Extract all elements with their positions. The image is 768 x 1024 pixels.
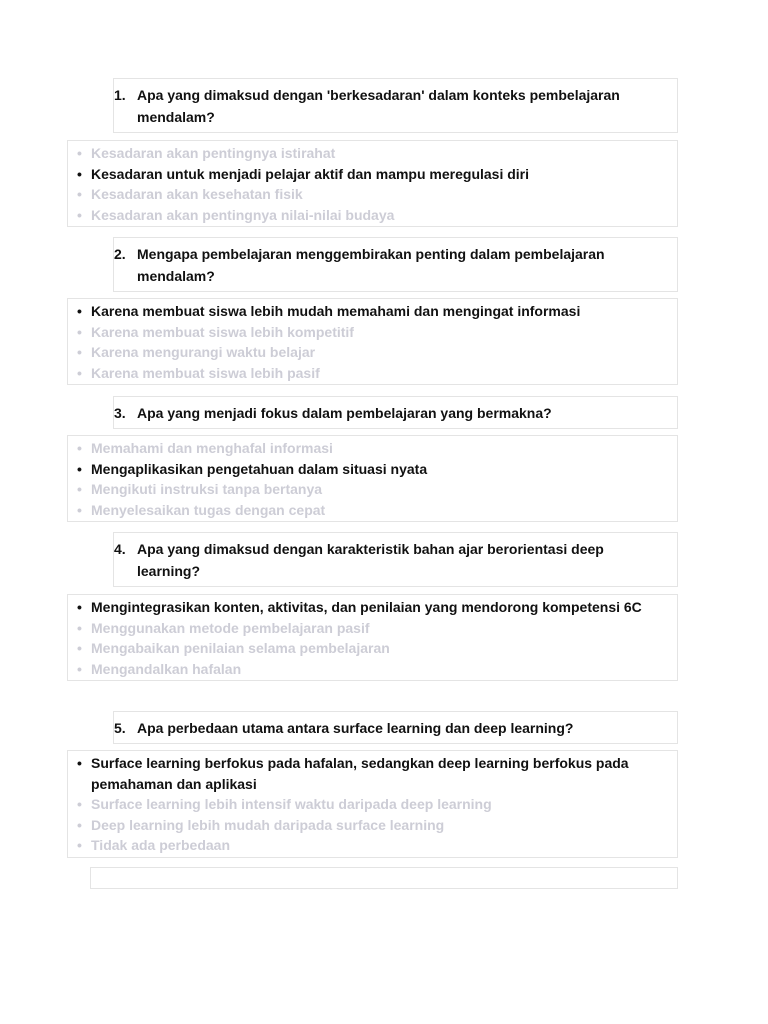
bullet-icon: •	[77, 501, 82, 518]
option-list-5	[67, 750, 678, 858]
question-number: 4.	[114, 541, 126, 557]
option-c[interactable]: • Mengabaikan penilaian selama pembelajaran	[68, 638, 671, 659]
bullet-icon: •	[77, 165, 82, 182]
option-d[interactable]: • Menyelesaikan tugas dengan cepat	[68, 500, 671, 521]
option-b[interactable]: • Mengaplikasikan pengetahuan dalam situasi nyata	[68, 459, 671, 480]
question-text: Mengapa pembelajaran menggembirakan penting dalam pembelajaran mendalam?	[137, 246, 605, 284]
question-text: Apa yang dimaksud dengan 'berkesadaran' dalam konteks pembelajaran mendalam?	[137, 87, 620, 125]
option-a[interactable]: • Surface learning berfokus pada hafalan, sedangkan deep learning berfokus pada pemahaman dan aplikasi	[68, 753, 671, 794]
bullet-icon: •	[77, 206, 82, 223]
empty-answer-box	[90, 867, 678, 889]
bullet-icon: •	[77, 344, 82, 360]
question-5	[113, 711, 678, 744]
bullet-icon: •	[77, 460, 82, 477]
option-a[interactable]: • Mengintegrasikan konten, aktivitas, dan penilaian yang mendorong kompetensi 6C	[68, 597, 671, 618]
option-c[interactable]: • Mengikuti instruksi tanpa bertanya	[68, 479, 671, 500]
option-b[interactable]: • Menggunakan metode pembelajaran pasif	[68, 618, 671, 639]
bullet-icon: •	[77, 481, 82, 497]
option-a[interactable]: • Memahami dan menghafal informasi	[68, 438, 671, 459]
question-number: 3.	[114, 405, 126, 421]
question-1	[113, 78, 678, 133]
option-d[interactable]: • Karena membuat siswa lebih pasif	[68, 363, 671, 384]
option-d[interactable]: • Mengandalkan hafalan	[68, 659, 671, 680]
bullet-icon: •	[77, 186, 82, 202]
question-text: Apa yang menjadi fokus dalam pembelajaran yang bermakna?	[137, 405, 552, 421]
bullet-icon: •	[77, 303, 82, 319]
bullet-icon: •	[77, 599, 82, 615]
option-c[interactable]: • Kesadaran akan kesehatan fisik	[68, 184, 671, 205]
question-3	[113, 396, 678, 429]
option-c[interactable]: • Deep learning lebih mudah daripada surface learning	[68, 815, 671, 836]
bullet-icon: •	[77, 145, 82, 161]
bullet-icon: •	[77, 816, 82, 833]
option-list-2	[67, 298, 678, 385]
question-number: 2.	[114, 246, 126, 262]
question-number: 1.	[114, 87, 126, 103]
bullet-icon: •	[77, 796, 82, 812]
option-list-3	[67, 435, 678, 522]
bullet-icon: •	[77, 364, 82, 381]
bullet-icon: •	[77, 619, 82, 636]
option-list-4	[67, 594, 678, 681]
question-4	[113, 532, 678, 587]
bullet-icon: •	[77, 660, 82, 677]
bullet-icon: •	[77, 440, 82, 456]
bullet-icon: •	[77, 837, 82, 853]
option-b[interactable]: • Kesadaran untuk menjadi pelajar aktif dan mampu meregulasi diri	[68, 164, 671, 185]
option-list-1	[67, 140, 678, 227]
option-b[interactable]: • Karena membuat siswa lebih kompetitif	[68, 322, 671, 343]
option-c[interactable]: • Karena mengurangi waktu belajar	[68, 342, 671, 363]
option-d[interactable]: • Tidak ada perbedaan	[68, 835, 671, 856]
question-text: Apa perbedaan utama antara surface learning dan deep learning?	[137, 720, 574, 736]
option-b[interactable]: • Surface learning lebih intensif waktu daripada deep learning	[68, 794, 671, 815]
bullet-icon: •	[77, 640, 82, 656]
option-a[interactable]: • Karena membuat siswa lebih mudah memahami dan mengingat informasi	[68, 301, 671, 322]
question-number: 5.	[114, 720, 126, 736]
option-d[interactable]: • Kesadaran akan pentingnya nilai-nilai budaya	[68, 205, 671, 226]
bullet-icon: •	[77, 755, 82, 771]
option-a[interactable]: • Kesadaran akan pentingnya istirahat	[68, 143, 671, 164]
question-2	[113, 237, 678, 292]
bullet-icon: •	[77, 323, 82, 340]
question-text: Apa yang dimaksud dengan karakteristik bahan ajar berorientasi deep learning?	[137, 541, 604, 579]
